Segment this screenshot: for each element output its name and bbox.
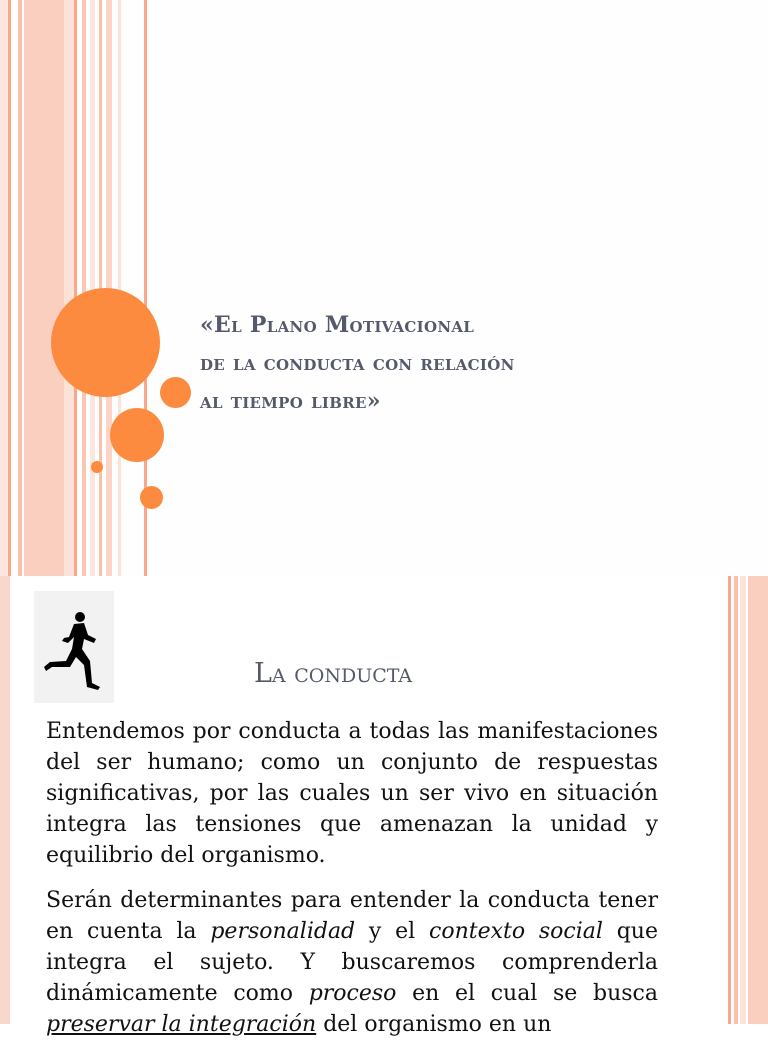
large-circle bbox=[51, 288, 160, 397]
decorative-stripes bbox=[0, 0, 150, 576]
small-circle bbox=[160, 377, 191, 408]
paragraph: Entendemos por conducta a todas las manifestaciones del ser humano; como un conjunto de respuestas significativas, por las cuales un ser vivo en situación integra las tensiones que amenazan la unidad y equilibrio del organismo. bbox=[46, 719, 658, 868]
slide-title: La conducta bbox=[254, 658, 413, 689]
emphasis-text: proceso bbox=[308, 981, 397, 1006]
content-slide bbox=[0, 576, 768, 1037]
slide-title bbox=[200, 306, 740, 420]
emphasis-text: preservar la integración bbox=[46, 1012, 317, 1037]
text-run: que integra el sujeto. Y buscaremos comprenderla dinámicamente como bbox=[46, 919, 658, 1006]
text-run: Serán determinantes para entender la conducta tener en cuenta la bbox=[46, 888, 658, 944]
medium-circle bbox=[110, 408, 164, 462]
paragraph bbox=[46, 885, 658, 1040]
text-run: en el cual se busca bbox=[396, 981, 658, 1006]
running-person-image bbox=[34, 591, 114, 703]
tiny-circle bbox=[91, 461, 103, 473]
running-person-icon bbox=[34, 591, 114, 703]
text-run: y el bbox=[355, 919, 429, 944]
title-line: de la conducta con relación bbox=[200, 350, 515, 376]
emphasis-text: contexto social bbox=[429, 919, 603, 944]
decorative-stripes bbox=[728, 576, 768, 1024]
title-line: al tiempo libre» bbox=[200, 388, 381, 414]
left-edge-stripe bbox=[0, 576, 10, 1024]
title-line: «El Plano Motivacional bbox=[200, 312, 475, 338]
emphasis-text: personalidad bbox=[210, 919, 356, 944]
small-circle bbox=[140, 486, 163, 509]
text-run: del organismo en un bbox=[316, 1012, 552, 1037]
